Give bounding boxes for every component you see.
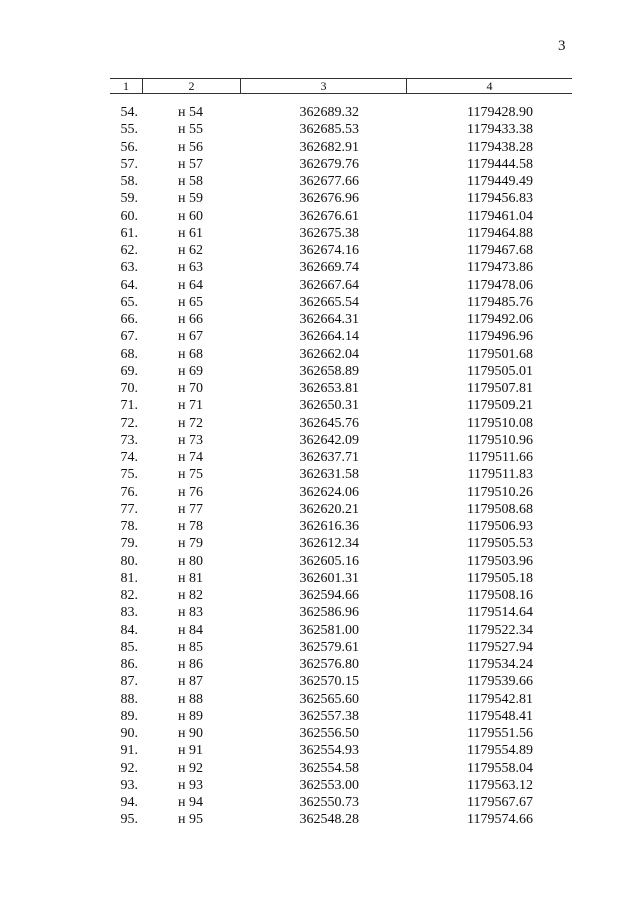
table-row [0,587,639,604]
y-coordinate: 1179548.41 [467,708,533,724]
point-name: н 91 [178,743,203,759]
x-coordinate: 362550.73 [299,795,359,810]
point-name: н 69 [178,363,203,379]
y-coordinate: 1179428.90 [467,105,533,120]
x-coordinate: 362667.64 [299,277,359,293]
x-coordinate: 362674.16 [299,243,359,258]
point-name: н 87 [178,674,203,690]
y-coordinate: 1179510.26 [467,484,533,500]
y-coordinate: 1179511.83 [467,467,533,483]
row-number: 70. [120,381,138,396]
point-name: н 58 [178,174,203,189]
x-coordinate: 362586.96 [299,605,359,621]
table-row [0,380,639,397]
table-row [0,673,639,690]
row-number: 67. [120,329,138,345]
x-coordinate: 362679.76 [299,156,359,172]
table-row [0,708,639,725]
y-coordinate: 1179461.04 [467,208,533,224]
coordinate-table-body [0,104,639,829]
table-row [0,242,639,259]
table-row [0,277,639,294]
x-coordinate: 362620.21 [299,501,359,517]
point-name: н 55 [178,122,203,138]
table-row [0,656,639,673]
x-coordinate: 362556.50 [299,726,359,741]
y-coordinate: 1179473.86 [467,260,533,276]
y-coordinate: 1179554.89 [467,743,533,759]
row-number: 88. [120,691,138,707]
y-coordinate: 1179514.64 [467,605,533,621]
x-coordinate: 362601.31 [299,570,359,586]
column-header-4: 4 [486,79,493,93]
table-row [0,604,639,621]
y-coordinate: 1179551.56 [467,726,533,741]
point-name: н 70 [178,381,203,396]
x-coordinate: 362624.06 [299,484,359,500]
x-coordinate: 362579.61 [299,639,359,655]
table-row [0,725,639,742]
table-row [0,363,639,380]
table-row [0,622,639,639]
y-coordinate: 1179438.28 [467,139,533,155]
y-coordinate: 1179492.06 [467,312,533,327]
y-coordinate: 1179522.34 [467,622,533,638]
point-name: н 88 [178,691,203,707]
point-name: н 84 [178,622,203,638]
x-coordinate: 362689.32 [299,105,359,120]
point-name: н 73 [178,432,203,448]
y-coordinate: 1179449.49 [467,174,533,189]
y-coordinate: 1179467.68 [467,243,533,258]
y-coordinate: 1179511.66 [467,450,533,465]
table-row [0,501,639,518]
row-number: 59. [120,191,138,207]
y-coordinate: 1179558.04 [467,760,533,776]
point-name: н 68 [178,346,203,362]
x-coordinate: 362631.58 [299,467,359,483]
table-row [0,691,639,708]
x-coordinate: 362570.15 [299,674,359,690]
row-number: 78. [120,519,138,534]
row-number: 64. [120,277,138,293]
x-coordinate: 362669.74 [299,260,359,276]
x-coordinate: 362642.09 [299,432,359,448]
x-coordinate: 362650.31 [299,398,359,414]
point-name: н 92 [178,760,203,776]
y-coordinate: 1179506.93 [467,519,533,534]
y-coordinate: 1179505.53 [467,536,533,552]
point-name: н 78 [178,519,203,534]
x-coordinate: 362677.66 [299,174,359,189]
table-row [0,415,639,432]
table-row [0,328,639,345]
x-coordinate: 362662.04 [299,346,359,362]
table-row [0,190,639,207]
table-row [0,518,639,535]
table-row [0,397,639,414]
y-coordinate: 1179563.12 [467,777,533,793]
row-number: 66. [120,312,138,327]
point-name: н 62 [178,243,203,258]
x-coordinate: 362581.00 [299,622,359,638]
point-name: н 83 [178,605,203,621]
y-coordinate: 1179456.83 [467,191,533,207]
point-name: н 86 [178,657,203,672]
point-name: н 82 [178,588,203,603]
table-row [0,570,639,587]
y-coordinate: 1179527.94 [467,639,533,655]
y-coordinate: 1179485.76 [467,294,533,310]
point-name: н 76 [178,484,203,500]
point-name: н 60 [178,208,203,224]
x-coordinate: 362594.66 [299,588,359,603]
table-row [0,156,639,173]
row-number: 71. [120,398,138,414]
x-coordinate: 362658.89 [299,363,359,379]
row-number: 60. [120,208,138,224]
row-number: 90. [120,726,138,741]
column-header-3: 3 [241,79,407,93]
point-name: н 77 [178,501,203,517]
x-coordinate: 362676.96 [299,191,359,207]
table-row [0,311,639,328]
row-number: 65. [120,294,138,310]
x-coordinate: 362665.54 [299,294,359,310]
point-name: н 74 [178,450,203,465]
x-coordinate: 362645.76 [299,415,359,431]
point-name: н 63 [178,260,203,276]
y-coordinate: 1179542.81 [467,691,533,707]
row-number: 56. [120,139,138,155]
point-name: н 66 [178,312,203,327]
row-number: 94. [120,795,138,810]
row-number: 77. [120,501,138,517]
row-number: 79. [120,536,138,552]
x-coordinate: 362676.61 [299,208,359,224]
table-row [0,466,639,483]
point-name: н 93 [178,777,203,793]
row-number: 87. [120,674,138,690]
point-name: н 56 [178,139,203,155]
x-coordinate: 362553.00 [299,777,359,793]
row-number: 63. [120,260,138,276]
point-name: н 65 [178,294,203,310]
table-row [0,259,639,276]
table-row [0,208,639,225]
point-name: н 71 [178,398,203,414]
point-name: н 79 [178,536,203,552]
x-coordinate: 362554.58 [299,760,359,776]
row-number: 73. [120,432,138,448]
row-number: 91. [120,743,138,759]
y-coordinate: 1179464.88 [467,225,533,241]
point-name: н 75 [178,467,203,483]
point-name: н 54 [178,105,203,120]
table-row [0,777,639,794]
row-number: 62. [120,243,138,258]
row-number: 74. [120,450,138,465]
table-row [0,432,639,449]
x-coordinate: 362554.93 [299,743,359,759]
y-coordinate: 1179444.58 [467,156,533,172]
x-coordinate: 362682.91 [299,139,359,155]
row-number: 68. [120,346,138,362]
row-number: 85. [120,639,138,655]
x-coordinate: 362685.53 [299,122,359,138]
x-coordinate: 362616.36 [299,519,359,534]
row-number: 58. [120,174,138,189]
row-number: 80. [120,553,138,569]
row-number: 93. [120,777,138,793]
y-coordinate: 1179510.96 [467,432,533,448]
row-number: 84. [120,622,138,638]
point-name: н 89 [178,708,203,724]
point-name: н 57 [178,156,203,172]
y-coordinate: 1179507.81 [467,381,533,396]
point-name: н 80 [178,553,203,569]
point-name: н 95 [178,812,203,828]
y-coordinate: 1179501.68 [467,346,533,362]
table-row [0,742,639,759]
y-coordinate: 1179574.66 [467,812,533,828]
y-coordinate: 1179508.16 [467,588,533,603]
table-row [0,553,639,570]
x-coordinate: 362637.71 [299,450,359,465]
point-name: н 94 [178,795,203,810]
x-coordinate: 362675.38 [299,225,359,241]
table-row [0,225,639,242]
table-row [0,794,639,811]
table-row [0,811,639,828]
table-row [0,139,639,156]
point-name: н 85 [178,639,203,655]
point-name: н 64 [178,277,203,293]
row-number: 76. [120,484,138,500]
row-number: 83. [120,605,138,621]
point-name: н 67 [178,329,203,345]
y-coordinate: 1179534.24 [467,657,533,672]
row-number: 72. [120,415,138,431]
row-number: 89. [120,708,138,724]
table-row [0,484,639,501]
y-coordinate: 1179503.96 [467,553,533,569]
point-name: н 72 [178,415,203,431]
table-row [0,449,639,466]
x-coordinate: 362557.38 [299,708,359,724]
y-coordinate: 1179496.96 [467,329,533,345]
row-number: 92. [120,760,138,776]
row-number: 57. [120,156,138,172]
column-header-2: 2 [143,79,241,93]
row-number: 55. [120,122,138,138]
y-coordinate: 1179505.01 [467,363,533,379]
x-coordinate: 362548.28 [299,812,359,828]
x-coordinate: 362612.34 [299,536,359,552]
row-number: 86. [120,657,138,672]
table-row [0,760,639,777]
table-row [0,535,639,552]
row-number: 81. [120,570,138,586]
x-coordinate: 362565.60 [299,691,359,707]
y-coordinate: 1179478.06 [467,277,533,293]
point-name: н 61 [178,225,203,241]
point-name: н 81 [178,570,203,586]
row-number: 61. [120,225,138,241]
y-coordinate: 1179567.67 [467,795,533,810]
y-coordinate: 1179509.21 [467,398,533,414]
y-coordinate: 1179510.08 [467,415,533,431]
x-coordinate: 362664.14 [299,329,359,345]
y-coordinate: 1179508.68 [467,501,533,517]
y-coordinate: 1179539.66 [467,674,533,690]
point-name: н 90 [178,726,203,741]
row-number: 69. [120,363,138,379]
x-coordinate: 362653.81 [299,381,359,396]
page-number: 3 [558,38,566,54]
table-row [0,639,639,656]
row-number: 95. [120,812,138,828]
column-header-1: 1 [110,79,143,93]
table-row [0,173,639,190]
table-row [0,121,639,138]
row-number: 54. [120,105,138,120]
x-coordinate: 362576.80 [299,657,359,672]
point-name: н 59 [178,191,203,207]
row-number: 82. [120,588,138,603]
y-coordinate: 1179505.18 [467,570,533,586]
x-coordinate: 362664.31 [299,312,359,327]
y-coordinate: 1179433.38 [467,122,533,138]
table-row [0,294,639,311]
table-row [0,104,639,121]
x-coordinate: 362605.16 [299,553,359,569]
row-number: 75. [120,467,138,483]
table-header [110,78,572,94]
table-row [0,346,639,363]
